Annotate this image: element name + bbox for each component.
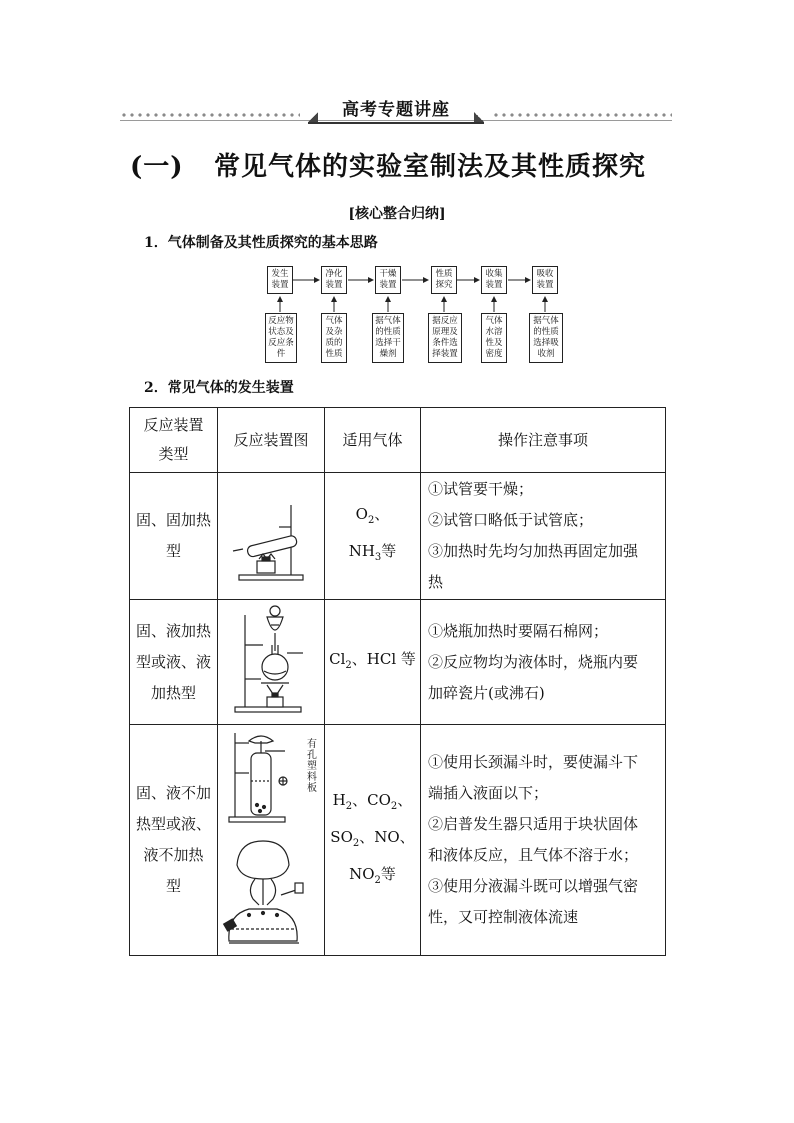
- porous-plate-char: 料: [307, 772, 317, 783]
- porous-plate-label: [305, 739, 319, 794]
- type-line: 固、液不加: [135, 784, 211, 802]
- table-row: [130, 473, 666, 600]
- gas-formula: H: [332, 790, 346, 809]
- gas-subscript: 2: [345, 659, 352, 671]
- flow-arrows: [264, 266, 564, 366]
- flow-basis-line: 收剂: [537, 349, 555, 359]
- solid-liquid-heating-apparatus: [221, 603, 321, 721]
- header-type-line: 反应装置: [143, 416, 204, 434]
- note-line: ①使用长颈漏斗时，要使漏斗下: [428, 753, 639, 771]
- flow-basis-line: 选择吸: [533, 338, 559, 348]
- table-row: [130, 725, 666, 956]
- flow-basis-line: 据气体: [375, 316, 401, 326]
- flow-basis-line: 燥剂: [379, 349, 397, 359]
- flow-basis-5: [481, 313, 507, 363]
- heading-1: 1．气体制备及其性质探究的基本思路: [144, 235, 378, 251]
- cell-notes: [421, 600, 666, 725]
- gas-subscript: 2: [367, 515, 375, 526]
- flow-step-label: 收集: [485, 269, 503, 279]
- gas-text: 、: [374, 505, 390, 523]
- flow-step-generator: [267, 266, 293, 294]
- gas-text: 、HCl 等: [351, 649, 416, 668]
- flow-basis-line: 性质: [325, 349, 343, 359]
- note-line: 端插入液面以下；: [428, 784, 549, 802]
- gas-formula: SO: [330, 827, 353, 846]
- type-line: 型: [165, 542, 181, 560]
- gas-subscript: 2: [390, 800, 398, 812]
- table-header-row: [130, 408, 666, 473]
- note-line: 加碎瓷片(或沸石): [428, 683, 545, 702]
- flow-step-absorber: [532, 266, 558, 294]
- header-notes: 操作注意事项: [421, 408, 666, 473]
- banner-tab: [308, 98, 484, 124]
- flow-step-label: 吸收: [536, 269, 554, 279]
- note-line: ①试管要干燥；: [428, 480, 534, 498]
- gas-formula: NH: [348, 542, 375, 560]
- flow-step-label: 性质: [435, 269, 453, 279]
- cell-notes: [421, 725, 666, 956]
- porous-plate-char: 有: [307, 739, 317, 750]
- flow-basis-1: [265, 313, 297, 363]
- flow-basis-line: 件: [276, 349, 286, 359]
- gas-formula: 、CO: [352, 790, 391, 809]
- type-line: 固、固加热: [135, 511, 211, 529]
- note-line: ②启普发生器只适用于块状固体: [428, 815, 639, 833]
- gas-subscript: 2: [352, 837, 360, 849]
- gas-text: 、: [397, 790, 413, 809]
- gas-line: [326, 785, 419, 822]
- flow-basis-line: 气体: [325, 316, 343, 326]
- flow-basis-line: 反应物: [268, 316, 294, 326]
- cell-gas: [325, 725, 421, 956]
- type-line: 型: [165, 877, 181, 895]
- gas-line: [326, 644, 419, 681]
- page-title: [130, 146, 690, 183]
- flow-step-label: 装置: [485, 280, 503, 290]
- gas-text: 等: [381, 542, 397, 560]
- cell-type: [130, 600, 218, 725]
- flow-basis-line: 原理及: [432, 327, 458, 337]
- flow-basis-2: [321, 313, 347, 363]
- flow-basis-line: 的性质: [533, 327, 559, 337]
- type-line: 加热型: [150, 683, 196, 702]
- header-gas: 适用气体: [325, 408, 421, 473]
- title-text: 常见气体的实验室制法及其性质探究: [214, 152, 647, 182]
- cell-notes: [421, 473, 666, 600]
- flow-basis-6: [529, 313, 563, 363]
- gas-formula: O: [355, 505, 368, 523]
- flow-basis-line: 据反应: [432, 316, 458, 326]
- title-number: (一): [130, 152, 184, 182]
- note-line: 性，又可控制液体流速: [428, 908, 579, 926]
- flow-step-label: 探究: [435, 280, 453, 290]
- gas-line: [326, 822, 419, 859]
- flow-diagram: [264, 266, 564, 366]
- heading-2: 2．常见气体的发生装置: [144, 380, 294, 396]
- flow-step-label: 干燥: [379, 269, 397, 279]
- note-line: ②反应物均为液体时，烧瓶内要: [428, 652, 639, 671]
- type-line: 液不加热: [143, 846, 204, 864]
- cell-type: [130, 473, 218, 600]
- note-line: ③使用分液漏斗既可以增强气密: [428, 877, 639, 895]
- flow-step-label: 装置: [536, 280, 554, 290]
- gas-line: [326, 536, 419, 573]
- porous-plate-char: 板: [307, 783, 317, 794]
- type-line: 型或液、液: [135, 652, 211, 671]
- banner-dots-left: [120, 112, 300, 118]
- note-line: 热: [428, 573, 444, 591]
- flow-basis-line: 状态及: [268, 327, 294, 337]
- note-line: ③加热时先均匀加热再固定加强: [428, 542, 639, 560]
- solid-heating-apparatus: [221, 481, 321, 591]
- note-line: 和液体反应，且气体不溶于水；: [428, 846, 639, 864]
- flow-step-property: [431, 266, 457, 294]
- apparatus-table: [129, 407, 666, 956]
- flow-basis-line: 选择干: [375, 338, 401, 348]
- header-figure: 反应装置图: [218, 408, 325, 473]
- flow-basis-4: [428, 313, 462, 363]
- flow-step-collector: [481, 266, 507, 294]
- cell-figure: [218, 473, 325, 600]
- flow-basis-line: 及杂: [325, 327, 343, 337]
- flow-step-label: 装置: [379, 280, 397, 290]
- porous-plate-char: 孔: [307, 750, 317, 761]
- gas-subscript: 3: [374, 552, 382, 563]
- flow-step-label: 净化: [325, 269, 343, 279]
- gas-subscript: 2: [345, 800, 353, 812]
- flow-basis-line: 性及: [485, 338, 503, 348]
- flow-basis-line: 反应条: [268, 338, 294, 348]
- table-row: [130, 600, 666, 725]
- cell-gas: [325, 600, 421, 725]
- flow-step-dryer: [375, 266, 401, 294]
- cell-figure: [218, 725, 325, 956]
- flow-basis-line: 密度: [485, 349, 503, 359]
- type-line: 热型或液、: [135, 815, 211, 833]
- flow-basis-line: 气体: [485, 316, 503, 326]
- flow-basis-line: 水溶: [485, 327, 503, 337]
- cell-figure: [218, 600, 325, 725]
- gas-line: [326, 859, 419, 896]
- flow-basis-line: 条件选: [432, 338, 458, 348]
- gas-formula: Cl: [329, 649, 346, 668]
- flow-step-label: 装置: [271, 280, 289, 290]
- type-line: 固、液加热: [135, 621, 211, 640]
- gas-formula: NO: [349, 864, 375, 883]
- gas-text: 等: [380, 864, 396, 883]
- flow-basis-3: [372, 313, 404, 363]
- flow-step-label: 发生: [271, 269, 289, 279]
- banner-text: 高考专题讲座: [342, 100, 450, 120]
- section-label: [核心整合归纳]: [348, 206, 446, 222]
- note-line: ①烧瓶加热时要隔石棉网；: [428, 621, 609, 640]
- header-type-line: 类型: [158, 445, 189, 463]
- flow-basis-line: 据气体: [533, 316, 559, 326]
- gas-line: [326, 499, 419, 536]
- porous-plate-char: 塑: [307, 761, 317, 772]
- flow-basis-line: 择装置: [432, 349, 458, 359]
- flow-step-label: 装置: [325, 280, 343, 290]
- note-line: ②试管口略低于试管底；: [428, 511, 594, 529]
- gas-text: 、NO、: [359, 827, 415, 846]
- header-banner: [120, 98, 672, 128]
- header-type: [130, 408, 218, 473]
- banner-dots-right: [492, 112, 672, 118]
- flow-basis-line: 的性质: [375, 327, 401, 337]
- cell-type: [130, 725, 218, 956]
- cell-gas: [325, 473, 421, 600]
- flow-basis-line: 质的: [325, 338, 343, 348]
- flow-step-purifier: [321, 266, 347, 294]
- gas-subscript: 2: [374, 874, 381, 886]
